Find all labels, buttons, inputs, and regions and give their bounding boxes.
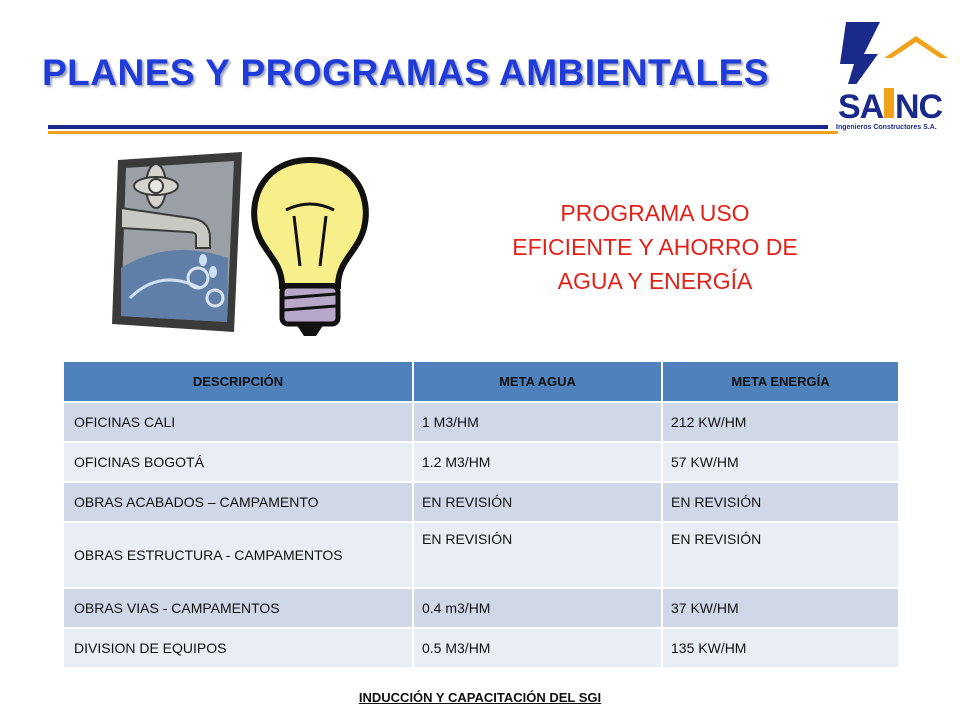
cell-water-goal: 1.2 M3/HM bbox=[413, 442, 662, 482]
cell-energy-goal: EN REVISIÓN bbox=[662, 522, 899, 588]
cell-water-goal: EN REVISIÓN bbox=[413, 482, 662, 522]
header-description: DESCRIPCIÓN bbox=[64, 362, 413, 402]
table-row bbox=[64, 588, 899, 628]
cell-energy-goal: 37 KW/HM bbox=[662, 588, 899, 628]
header-water-goal: META AGUA bbox=[413, 362, 662, 402]
svg-text:NC: NC bbox=[895, 88, 943, 126]
cell-energy-goal: 212 KW/HM bbox=[662, 402, 899, 442]
goals-table bbox=[64, 362, 900, 667]
cell-description: OFICINAS BOGOTÁ bbox=[64, 442, 413, 482]
cell-energy-goal: 135 KW/HM bbox=[662, 628, 899, 667]
page-title: PLANES Y PROGRAMAS AMBIENTALES bbox=[42, 52, 769, 93]
footer-caption: INDUCCIÓN Y CAPACITACIÓN DEL SGI bbox=[358, 690, 602, 705]
faucet-icon bbox=[112, 152, 242, 332]
table-row bbox=[64, 628, 899, 667]
header-energy-goal: META ENERGÍA bbox=[662, 362, 899, 402]
cell-energy-goal: EN REVISIÓN bbox=[662, 482, 899, 522]
program-line-1: PROGRAMA USO bbox=[560, 200, 750, 226]
cell-description: OFICINAS CALI bbox=[64, 402, 413, 442]
cell-water-goal: 0.4 m3/HM bbox=[413, 588, 662, 628]
program-line-3: AGUA Y ENERGÍA bbox=[557, 268, 753, 294]
table-row bbox=[64, 442, 899, 482]
logo-subtitle: Ingenieros Constructores S.A. bbox=[836, 124, 937, 131]
cell-description: DIVISION DE EQUIPOS bbox=[64, 628, 413, 667]
cell-water-goal: 1 M3/HM bbox=[413, 402, 662, 442]
cell-water-goal: EN REVISIÓN bbox=[413, 522, 662, 588]
cell-description: OBRAS ESTRUCTURA - CAMPAMENTOS bbox=[64, 522, 413, 588]
program-heading bbox=[460, 196, 850, 298]
sainc-logo bbox=[832, 18, 950, 138]
table-row bbox=[64, 522, 899, 588]
table-header-row bbox=[64, 362, 899, 402]
cell-description: OBRAS VIAS - CAMPAMENTOS bbox=[64, 588, 413, 628]
cell-energy-goal: 57 KW/HM bbox=[662, 442, 899, 482]
svg-text:SA: SA bbox=[838, 88, 884, 126]
program-line-2: EFICIENTE Y AHORRO DE bbox=[512, 234, 798, 260]
table-row bbox=[64, 482, 899, 522]
light-bulb-icon bbox=[254, 160, 366, 336]
title-underline-orange bbox=[48, 131, 838, 134]
illustration bbox=[110, 148, 380, 338]
table-row bbox=[64, 402, 899, 442]
cell-description: OBRAS ACABADOS – CAMPAMENTO bbox=[64, 482, 413, 522]
cell-water-goal: 0.5 M3/HM bbox=[413, 628, 662, 667]
title-underline-blue bbox=[48, 125, 828, 129]
